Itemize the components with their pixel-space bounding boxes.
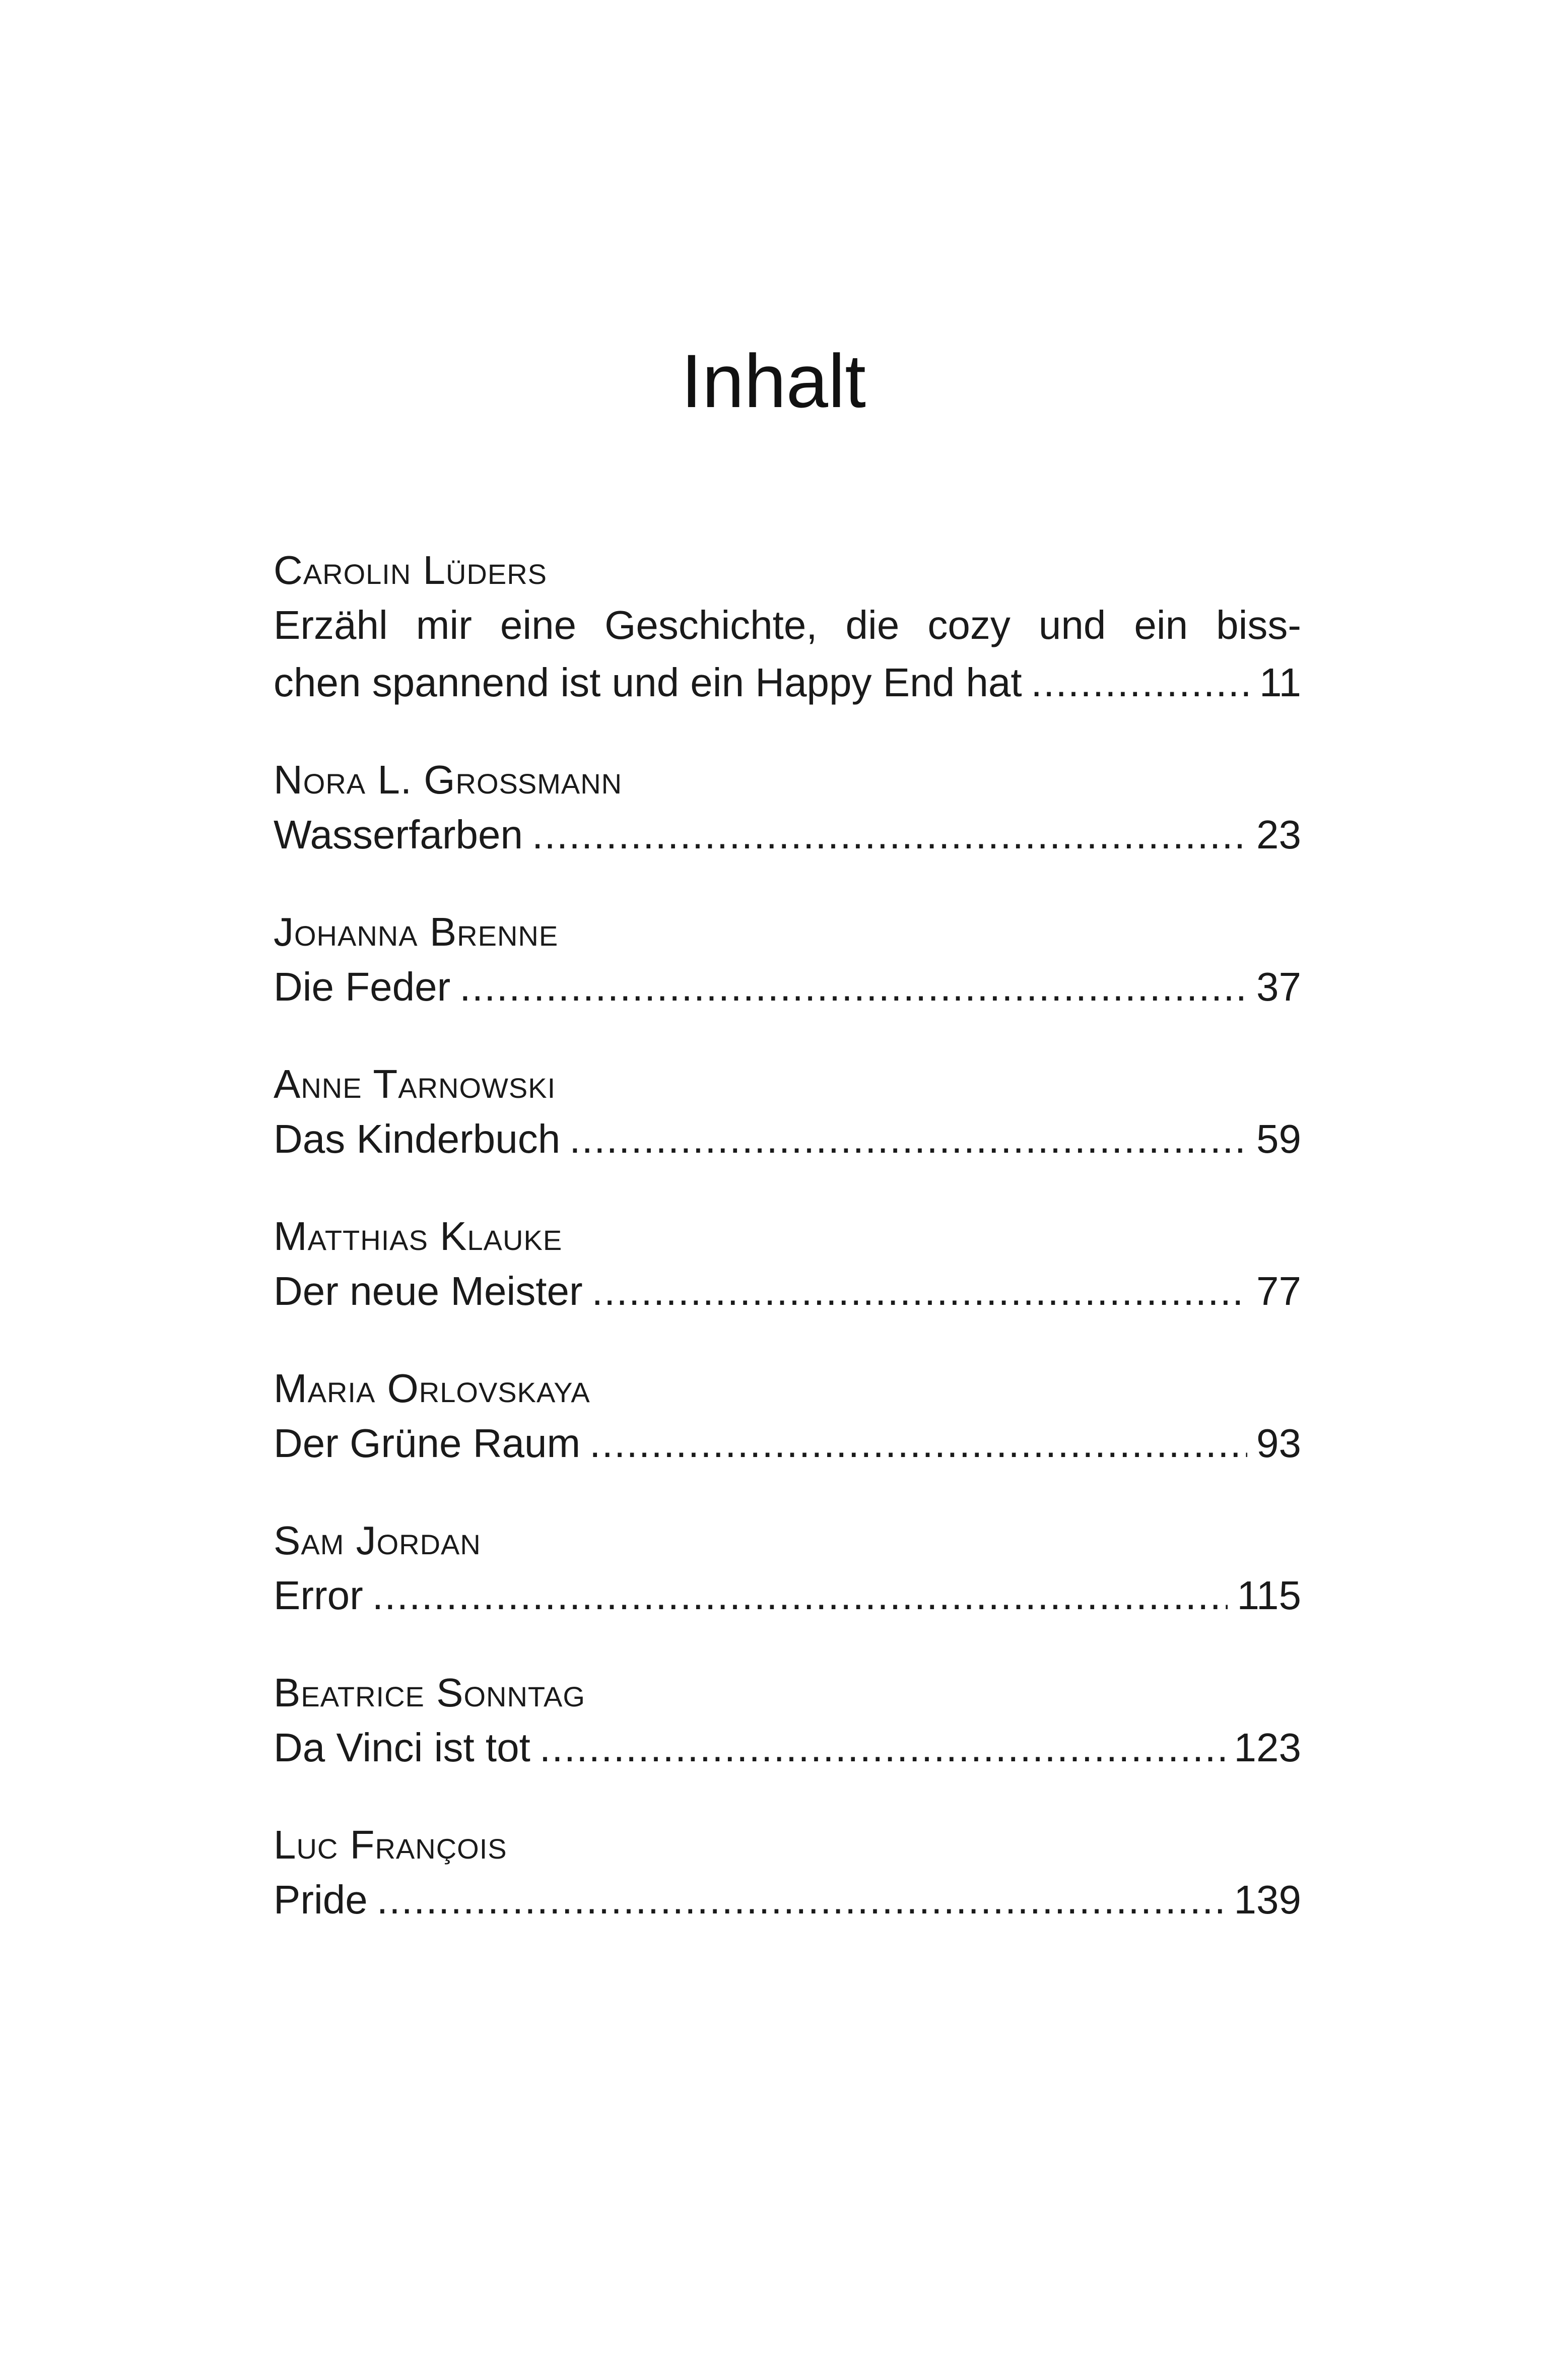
toc-line[interactable]	[274, 1110, 1301, 1168]
author-name: Beatrice Sonntag	[274, 1670, 585, 1715]
dot-leader	[592, 1263, 1247, 1320]
story-title: Pride	[274, 1877, 368, 1922]
dot-leader	[532, 806, 1247, 864]
story-title: Die Feder	[274, 964, 451, 1009]
page-number: 77	[1256, 1269, 1301, 1313]
page-number: 11	[1259, 660, 1301, 705]
toc-entry	[274, 754, 1301, 864]
toc-entry	[274, 1362, 1301, 1472]
story-title: Das Kinderbuch	[274, 1116, 561, 1161]
toc-entry	[274, 1819, 1301, 1929]
toc-entry	[274, 1058, 1301, 1168]
dot-leader	[372, 1567, 1228, 1624]
toc-line[interactable]	[274, 958, 1301, 1016]
dot-leader	[377, 1871, 1225, 1929]
story-title: chen spannend ist und ein Happy End hat	[274, 660, 1022, 705]
page-number: 93	[1256, 1421, 1301, 1466]
page-number: 23	[1256, 812, 1301, 857]
table-of-contents	[274, 544, 1301, 1971]
toc-line[interactable]	[274, 806, 1301, 864]
page-number: 115	[1237, 1573, 1301, 1618]
page-title: Inhalt	[681, 338, 866, 423]
dot-leader	[1031, 654, 1250, 711]
author-name: Johanna Brenne	[274, 909, 559, 954]
story-title-line: Erzähl mir eine Geschichte, die cozy und ein biss-	[274, 603, 1301, 647]
dot-leader	[589, 1415, 1247, 1472]
toc-line[interactable]	[274, 1263, 1301, 1320]
story-title: Der neue Meister	[274, 1269, 583, 1313]
toc-line[interactable]	[274, 1415, 1301, 1472]
dot-leader	[540, 1719, 1225, 1776]
story-title: Wasserfarben	[274, 812, 523, 857]
page-number: 123	[1234, 1725, 1301, 1770]
toc-line[interactable]	[274, 1567, 1301, 1624]
page-number: 59	[1256, 1116, 1301, 1161]
toc-entry	[274, 906, 1301, 1016]
dot-leader	[459, 958, 1247, 1016]
toc-entry	[274, 1514, 1301, 1624]
page-number: 37	[1256, 964, 1301, 1009]
author-name: Carolin Lüders	[274, 548, 548, 592]
story-title: Der Grüne Raum	[274, 1421, 581, 1466]
dot-leader	[569, 1110, 1247, 1168]
toc-entry	[274, 1210, 1301, 1320]
toc-line[interactable]	[274, 654, 1301, 711]
author-name: Maria Orlovskaya	[274, 1366, 590, 1411]
toc-entry	[274, 544, 1301, 711]
author-name: Sam Jordan	[274, 1518, 481, 1563]
author-name: Matthias Klauke	[274, 1214, 563, 1259]
author-name: Luc François	[274, 1822, 507, 1867]
page-number: 139	[1234, 1877, 1301, 1922]
toc-line[interactable]	[274, 1871, 1301, 1929]
story-title: Da Vinci ist tot	[274, 1725, 530, 1770]
author-name: Nora L. Großmann	[274, 757, 623, 802]
toc-line[interactable]	[274, 1719, 1301, 1776]
author-name: Anne Tarnowski	[274, 1062, 556, 1106]
toc-entry	[274, 1667, 1301, 1776]
story-title: Error	[274, 1573, 363, 1618]
